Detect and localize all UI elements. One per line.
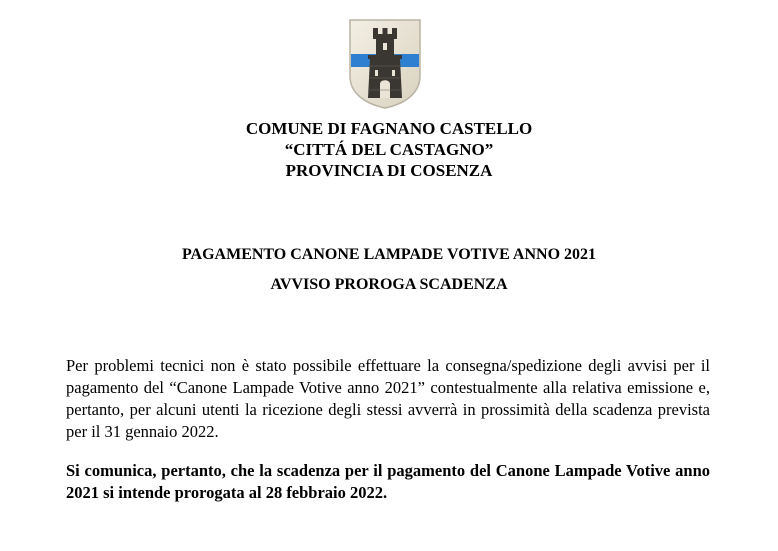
notice-subtitle: AVVISO PROROGA SCADENZA <box>270 276 508 293</box>
municipality-header <box>0 118 778 181</box>
province-name: PROVINCIA DI COSENZA <box>285 161 493 180</box>
notice-title: PAGAMENTO CANONE LAMPADE VOTIVE ANNO 2021 <box>181 246 597 263</box>
municipality-name: COMUNE DI FAGNANO CASTELLO <box>245 119 533 138</box>
notice-paragraph-1: Per problemi tecnici non è stato possibile effettuare la consegna/spedizione degli avvisi per il pagamento del “Canone Lampade Votive anno 2021” contestualmente alla relativa emissione e, pertanto, per alcuni utenti la ricezione degli stessi avverrà in prossimità della scadenza prevista per il 31 gennaio 2022. <box>66 356 710 441</box>
castle-tower-crest-icon <box>346 18 424 110</box>
notice-paragraph-2: Si comunica, pertanto, che la scadenza per il pagamento del Canone Lampade Votive anno 2021 si intende prorogata al 28 febbraio 2022. <box>66 461 710 502</box>
municipality-motto: “CITTÁ DEL CASTAGNO” <box>284 140 494 159</box>
